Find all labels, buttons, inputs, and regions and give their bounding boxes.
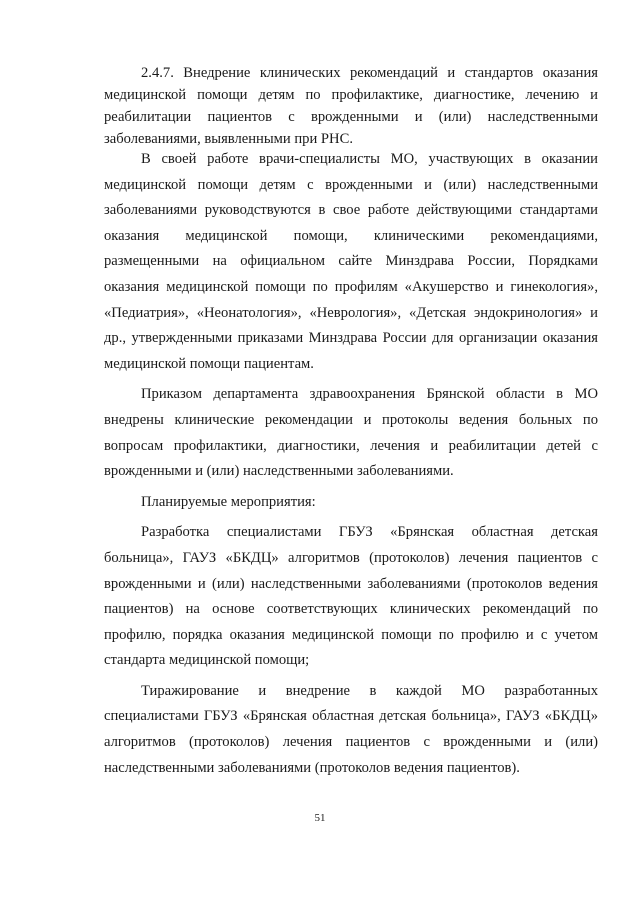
paragraph-planned-heading: Планируемые мероприятия:	[141, 493, 316, 510]
section-heading	[104, 62, 598, 150]
paragraph-order: Приказом департамента здравоохранения Брянской области в МО внедрены клинические рекомендации и протоколы ведения больных по вопросам профилактики, диагностики, лечения и реабилитации детей с врожденными и (или) наследственными заболеваниями.	[104, 386, 598, 480]
section-heading-text: 2.4.7. Внедрение клинических рекомендаций и стандартов оказания медицинской помощи детям по профилактике, диагностике, лечению и реабилитации пациентов с врожденными и (или) наследственными заболеваниями, выявленными при РНС.	[104, 65, 598, 147]
page-number: 51	[314, 812, 326, 824]
paragraph-replication: Тиражирование и внедрение в каждой МО разработанных специалистами ГБУЗ «Брянская областная детская больница», ГАУЗ «БКДЦ» алгоритмов (протоколов) лечения пациентов с врожденными и (или) наследственными заболеваниями (протоколов ведения пациентов).	[104, 682, 598, 776]
paragraph-development: Разработка специалистами ГБУЗ «Брянская областная детская больница», ГАУЗ «БКДЦ» алгоритмов (протоколов) лечения пациентов с врожденными и (или) наследственными заболеваниями (протоколов ведения пациентов) на основе соответствующих клинических рекомендаций по профилю, порядка оказания медицинской помощи по профилю и с учетом стандарта медицинской помощи;	[104, 524, 598, 669]
paragraph-specialists: В своей работе врачи-специалисты МО, участвующих в оказании медицинской помощи детям с врожденными и (или) наследственными заболеваниями руководствуются в свое работе действующими стандартами оказания медицинской помощи, клиническими рекомендациями, размещенными на официальном сайте Минздрава России, Порядками оказания медицинской помощи по профилям «Акушерство и гинекология», «Педиатрия», «Неонатология», «Неврология», «Детская эндокринология» и др., утвержденными приказами Минздрава России для организации оказания медицинской помощи пациентам.	[104, 151, 598, 372]
body-text	[104, 147, 598, 781]
